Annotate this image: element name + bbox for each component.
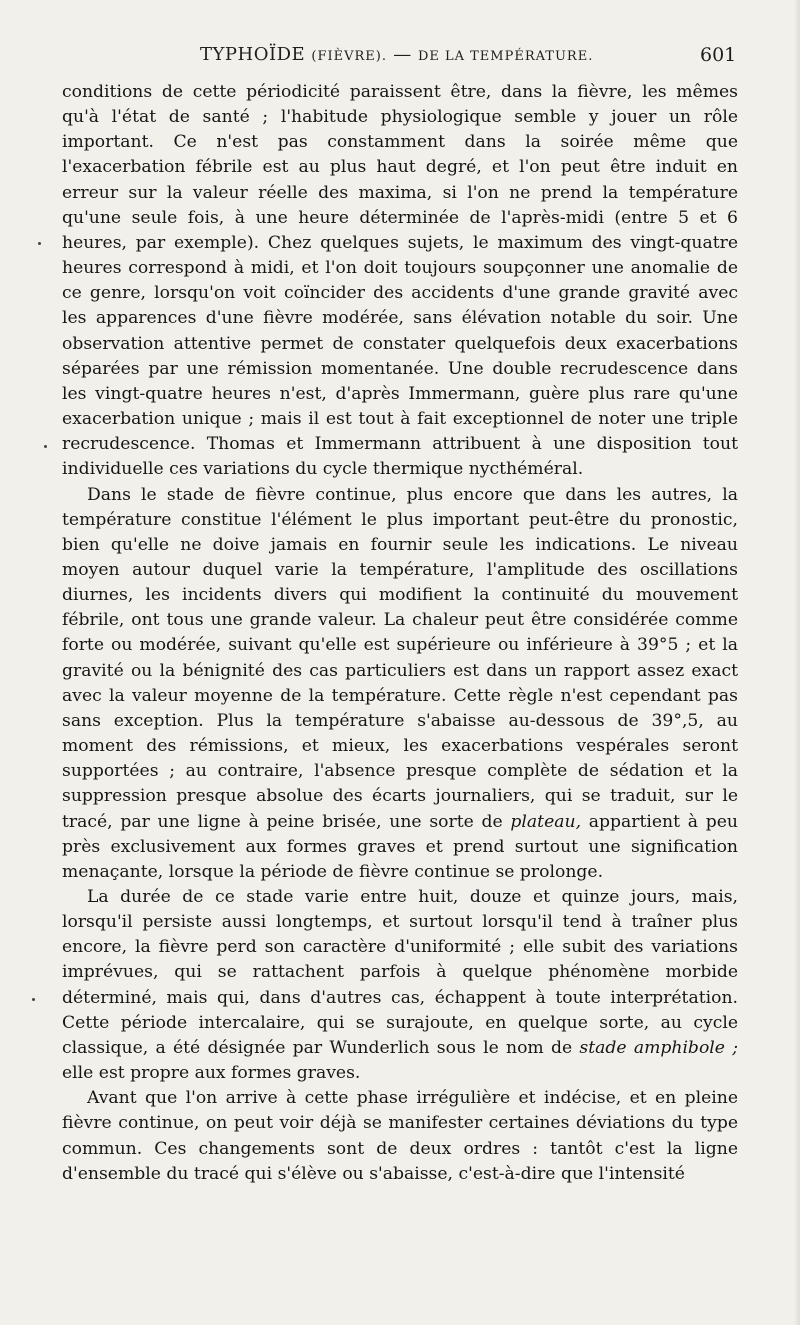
paragraph bbox=[62, 80, 738, 483]
text-run: conditions de cette périodicité paraissent être, dans la fièvre, les mêmes qu'à l'état de santé ; l'habitude physiologique semble y jouer un rôle important. Ce n'est pas constamment dans la soirée même que l'exacerbation fébrile est au plus haut degré, et l'on peut être induit en erreur sur la valeur réelle des maxima, si l'on ne prend la température qu'une seule fois, à une heure déterminée de l'après-midi (entre 5 et 6 heures, par exemple). Chez quelques sujets, le maximum des vingt-quatre heures correspond à midi, et l'on doit toujours soupçonner une anomalie de ce genre, lorsqu'on voit coïncider des accidents d'une grande gravité avec les apparences d'une fièvre modérée, sans élévation notable du soir. Une observation attentive permet de constater quelquefois deux exacerbations séparées par une rémission momentanée. Une double recrudescence dans les vingt-quatre heures n'est, d'après Immermann, guère plus rare qu'une exacerbation unique ; mais il est tout à fait exceptionnel de noter une triple recrudescence. Thomas et Immermann attribuent à une disposition tout individuelle ces variations du cycle thermique nycthéméral. bbox=[62, 82, 738, 480]
paragraph bbox=[62, 483, 738, 886]
running-title-main: TYPHOÏDE bbox=[200, 44, 306, 65]
text-run: Avant que l'on arrive à cette phase irrégulière et indécise, et en pleine fièvre continue, on peut voir déjà se manifester certaines déviations du type commun. Ces changements sont de deux ordres : tantôt c'est la ligne d'ensemble du tracé qui s'élève ou s'abaisse, c'est-à-dire que l'intensité bbox=[62, 1088, 738, 1184]
paragraph bbox=[62, 1086, 738, 1187]
running-title-sub: DE LA TEMPÉRATURE. bbox=[417, 49, 594, 64]
running-head bbox=[0, 44, 800, 72]
text-run: elle est propre aux formes graves. bbox=[62, 1063, 361, 1084]
text-run: Dans le stade de fièvre continue, plus encore que dans les autres, la température constitue l'élément le plus important peut-être du pronostic, bien qu'elle ne doive jamais en fournir seule les indications. Le niveau moyen autour duquel varie la température, l'amplitude des oscillations diurnes, les incidents divers qui modifient la continuité du mouvement fébrile, ont tous une grande valeur. La chaleur peut être considérée comme forte ou modérée, suivant qu'elle est supérieure ou inférieure à 39°5 ; et la gravité ou la bénignité des cas particuliers est dans un rapport assez exact avec la valeur moyenne de la température. Cette règle n'est cependant pas sans exception. Plus la température s'abaisse au-dessous de 39°,5, au moment des rémissions, et mieux, les exacerbations vespérales seront supportées ; au contraire, l'absence presque complète de sédation et la suppression presque absolue des écarts journaliers, qui se traduit, sur le tracé, par une ligne à peine brisée, une sorte de bbox=[62, 484, 738, 832]
running-title-paren: (FIÈVRE). bbox=[311, 49, 387, 64]
text-run: appartient à peu près exclusivement aux formes graves et prend surtout une signification menaçante, lorsque la période de fièvre continue se prolonge. bbox=[62, 811, 738, 882]
margin-dot bbox=[44, 445, 47, 448]
paragraph bbox=[62, 885, 738, 1086]
margin-dot bbox=[38, 242, 41, 245]
running-title bbox=[200, 44, 593, 65]
running-title-dash: — bbox=[393, 44, 412, 65]
italic-term: plateau, bbox=[510, 811, 582, 832]
margin-dot bbox=[32, 998, 35, 1001]
text-run: La durée de ce stade varie entre huit, douze et quinze jours, mais, lorsqu'il persiste aussi longtemps, et surtout lorsqu'il tend à traîner plus encore, la fièvre perd son caractère d'uniformité ; elle subit des variations imprévues, qui se rattachent parfois à quelque phénomène morbide déterminé, mais qui, dans d'autres cas, échappent à toute interprétation. Cette période intercalaire, qui se surajoute, en quelque sorte, au cycle classique, a été désignée par Wunderlich sous le nom de bbox=[62, 887, 738, 1058]
italic-term: stade amphibole ; bbox=[579, 1037, 738, 1058]
page-number: 601 bbox=[700, 44, 737, 66]
body-text bbox=[62, 80, 738, 1187]
page-edge-shadow bbox=[794, 0, 800, 1325]
